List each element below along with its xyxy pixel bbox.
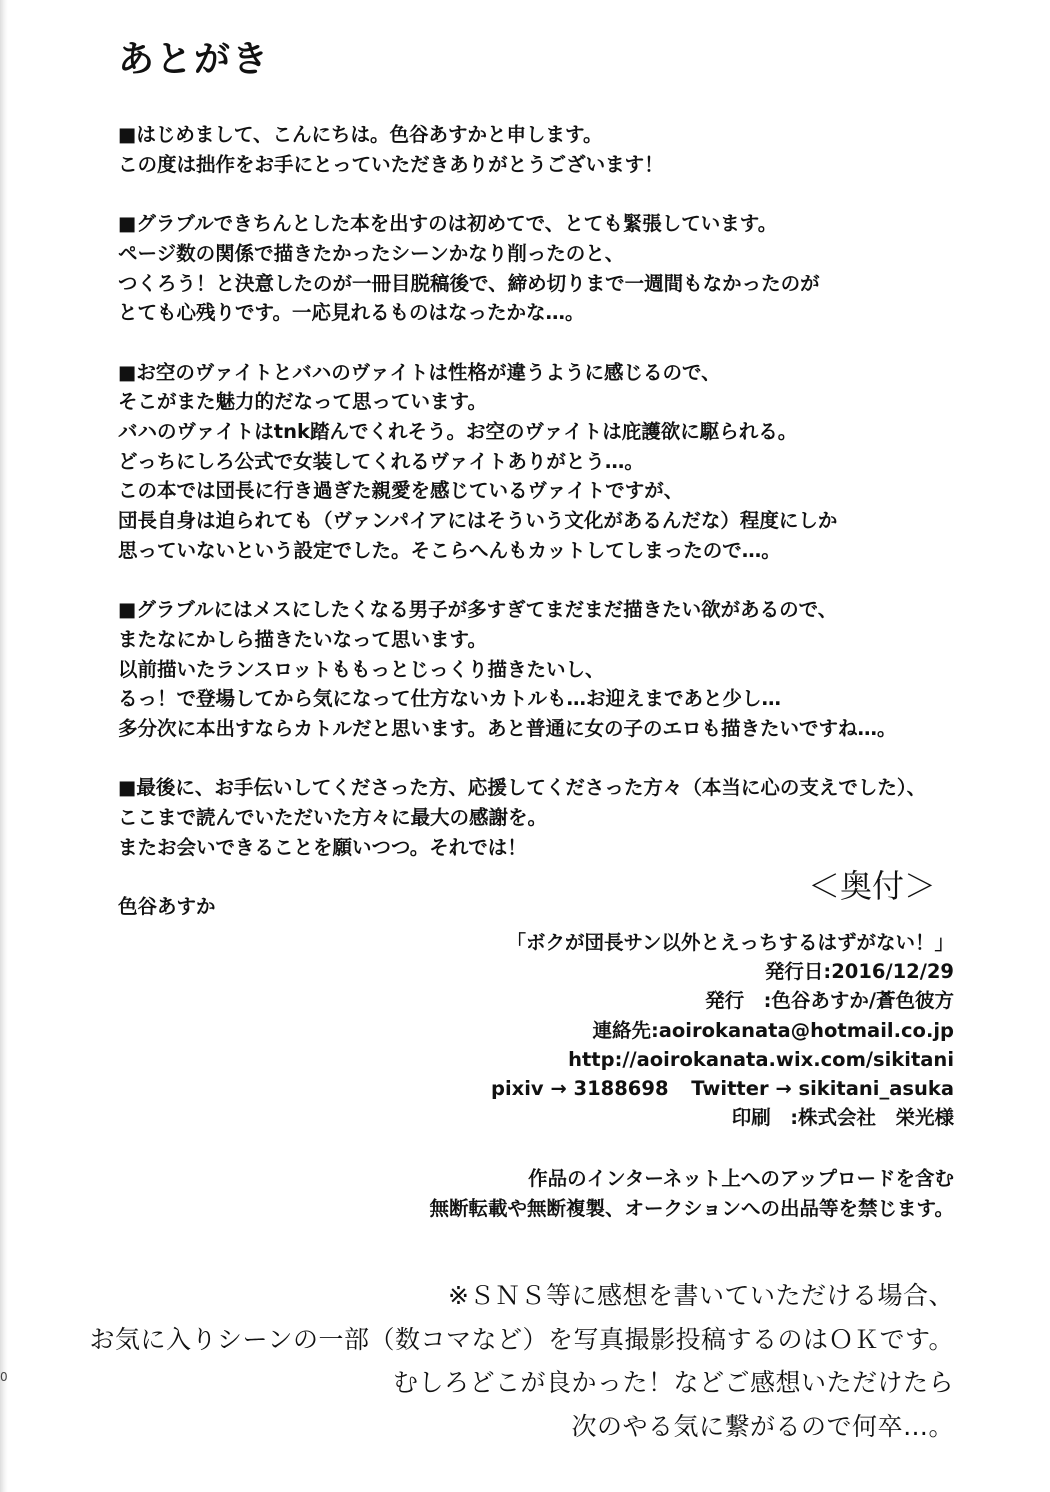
afterword-paragraph-greeting (118, 120, 998, 179)
colophon-social-row (394, 1074, 954, 1103)
text-line: 以前描いたランスロットももっとじっくり描きたいし、 (118, 657, 605, 681)
notice-line: 作品のインターネット上へのアップロードを含む (528, 1167, 954, 1190)
sns-note (89, 1274, 954, 1448)
afterword-title: あとがき (118, 39, 271, 80)
colophon-block (394, 928, 954, 1132)
page-edge-mark: 0 (0, 1370, 8, 1384)
text-line: バハのヴァイトはtnk踏んでくれそう。お空のヴァイトは庇護欲に駆られる。 (118, 420, 798, 443)
text-line: ■グラブルできちんとした本を出すのは初めてで、とても緊張しています。 (118, 212, 778, 236)
copyright-notice (429, 1164, 954, 1224)
text-line: 団長自身は迫られても（ヴァンパイアにはそういう文化があるんだな）程度にしか (118, 509, 838, 533)
sns-note-line: むしろどこが良かった！などご感想いただけたら (392, 1368, 954, 1397)
sns-note-line: ※ＳＮＳ等に感想を書いていただける場合、 (448, 1281, 954, 1310)
text-line: とても心残りです。一応見れるものはなったかな…。 (118, 301, 585, 325)
text-line: そこがまた魅力的だなって思っています。 (118, 390, 487, 414)
afterword-paragraph-character (118, 358, 998, 566)
text-line: この度は拙作をお手にとっていただきありがとうございます！ (118, 152, 664, 176)
notice-line: 無断転載や無断複製、オークションへの出品等を禁じます。 (429, 1197, 954, 1220)
text-line: この本では団長に行き過ぎた親愛を感じているヴァイトですが、 (118, 479, 684, 503)
text-line: つくろう！と決意したのが一冊目脱稿後で、締め切りまで一週間もなかったのが (118, 271, 820, 295)
text-line: どっちにしろ公式で女装してくれるヴァイトありがとう…。 (118, 449, 644, 473)
afterword-paragraph-first-book (118, 209, 998, 328)
colophon-issue-date: 発行日:2016/12/29 (764, 960, 954, 984)
page-gutter-shadow (0, 0, 8, 1492)
colophon-heading: ＜奥付＞ (807, 867, 936, 905)
colophon-website: http://aoirokanata.wix.com/sikitani (568, 1047, 954, 1071)
colophon-contact-email: 連絡先:aoirokanata@hotmail.co.jp (592, 1018, 954, 1042)
author-signature: 色谷あすか (118, 895, 216, 919)
text-line: ページ数の関係で描きたかったシーンかなり削ったのと、 (118, 241, 625, 265)
text-line: ■最後に、お手伝いしてくださった方、応援してくださった方々（本当に心の支えでした）、 (118, 776, 927, 800)
text-line: ■グラブルにはメスにしたくなる男子が多すぎてまだまだ描きたい欲があるので、 (118, 598, 838, 622)
text-line: 思っていないという設定でした。そこらへんもカットしてしまったので…。 (118, 538, 781, 562)
colophon-publisher: 発行 :色谷あすか/蒼色彼方 (705, 989, 954, 1013)
text-line: またなにかしら描きたいなって思います。 (118, 627, 487, 651)
colophon-pixiv: pixiv → 3188698 (491, 1077, 669, 1101)
text-line: ■はじめまして、こんにちは。色谷あすかと申します。 (118, 123, 603, 146)
text-line: ■お空のヴァイトとバハのヴァイトは性格が違うように感じるので、 (118, 360, 721, 384)
afterword-body (118, 120, 998, 922)
colophon-twitter: Twitter → sikitani_asuka (691, 1077, 954, 1101)
colophon-book-title: 「ボクが団長サン以外とえっちするはずがない！」 (506, 931, 954, 954)
text-line: またお会いできることを願いつつ。それでは！ (118, 835, 527, 859)
colophon-printer: 印刷 :株式会社 栄光様 (731, 1106, 954, 1130)
text-line: 多分次に本出すならカトルだと思います。あと普通に女の子のエロも描きたいですね…。 (118, 717, 897, 741)
afterword-paragraph-thanks (118, 773, 998, 862)
afterword-paragraph-future (118, 595, 998, 744)
text-line: るっ！で登場してから気になって仕方ないカトルも…お迎えまであと少し… (118, 687, 782, 711)
sns-note-line: お気に入りシーンの一部（数コマなど）を写真撮影投稿するのはＯＫです。 (89, 1324, 954, 1354)
text-line: ここまで読んでいただいた方々に最大の感謝を。 (118, 806, 548, 830)
sns-note-line: 次のやる気に繋がるので何卒…。 (571, 1411, 954, 1441)
